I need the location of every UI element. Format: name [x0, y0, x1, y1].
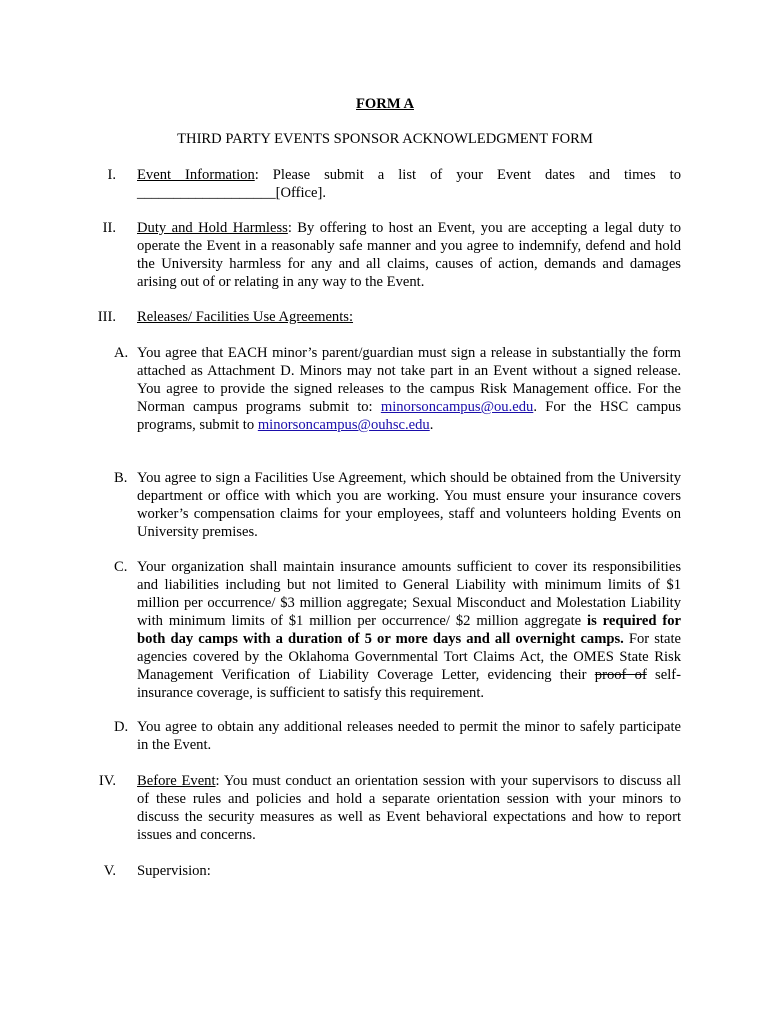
item-body	[137, 718, 681, 754]
section-text: : By offering to host an Event, you are accepting a legal duty to operate the Event in a reasonably safe manner and you agree to indemnify, defend and hold the University harmless for any and all claims, causes of action, demands and damages arising out of or relating in any way to the Event.	[137, 220, 681, 290]
norman-email-link[interactable]: minorsoncampus@ou.edu	[380, 399, 534, 415]
form-subtitle: THIRD PARTY EVENTS SPONSOR ACKNOWLEDGMENT FORM	[177, 131, 593, 147]
item-text: self-insurance coverage, is sufficient to satisfy this requirement.	[137, 667, 681, 701]
section-body	[137, 219, 681, 291]
section-heading: Duty and Hold Harmless	[137, 220, 288, 236]
item-text: You agree to obtain any additional releases needed to permit the minor to safely participate in the Event.	[137, 719, 681, 753]
section-numeral: I.	[107, 167, 116, 183]
item-letter: A.	[114, 345, 129, 361]
section-heading: Releases/ Facilities Use Agreements:	[137, 309, 354, 325]
item-body	[137, 344, 681, 434]
section-text: : You must conduct an orientation session with your supervisors to discuss all of these rules and policies and hold a separate orientation session with your minors to discuss the security measures as well as Event behavioral expectations and how to report issues and concerns.	[137, 773, 681, 843]
item-letter: B.	[114, 470, 128, 486]
item-text: Your organization shall maintain insurance amounts sufficient to cover its responsibilities and liabilities including but not limited to General Liability with minimum limits of $1 million per occurrence/ $3 million aggregate; Sexual Misconduct and Molestation Liability with minimum limits of $1 million per occurrence/ $2 million aggregate	[137, 559, 681, 629]
item-text: You agree that EACH minor’s parent/guardian must sign a release in substantially the form attached as Attachment D. Minors may not take part in an Event without a signed release. You agree to provide the signed releases to the campus Risk Management office. For the Norman campus programs submit to:	[137, 345, 681, 415]
item-text: . For the HSC campus programs, submit to	[137, 399, 681, 433]
item-struck-text: proof of	[594, 667, 647, 683]
section-body	[137, 308, 681, 326]
section-text: Supervision:	[137, 863, 211, 879]
section-numeral: III.	[97, 309, 116, 325]
section-body	[137, 772, 681, 844]
hsc-email-link[interactable]: minorsoncampus@ouhsc.edu	[257, 417, 430, 433]
section-text: : Please submit a list of your Event dates and times to ___________________[Office].	[137, 167, 681, 201]
item-letter: C.	[114, 559, 128, 575]
section-numeral: IV.	[98, 773, 116, 789]
item-bold-text: is required for both day camps with a duration of 5 or more days and all overnight camps.	[137, 613, 681, 647]
item-text: For state agencies covered by the Oklahoma Governmental Tort Claims Act, the OMES State Risk Management Verification of Liability Coverage Letter, evidencing their	[137, 631, 681, 683]
item-text: You agree to sign a Facilities Use Agreement, which should be obtained from the University department or office with which you are working. You must ensure your insurance covers worker’s compensation claims for your employees, staff and volunteers holding Events on University premises.	[137, 470, 681, 540]
form-title: FORM A	[356, 96, 414, 112]
section-heading: Before Event	[137, 773, 216, 789]
section-heading: Event Information	[137, 167, 255, 183]
section-numeral: II.	[102, 220, 116, 236]
section-body	[137, 862, 681, 880]
item-text: .	[429, 417, 434, 433]
item-body	[137, 558, 681, 702]
item-letter: D.	[114, 719, 129, 735]
section-body	[137, 166, 681, 202]
section-numeral: V.	[103, 863, 116, 879]
item-body	[137, 469, 681, 541]
